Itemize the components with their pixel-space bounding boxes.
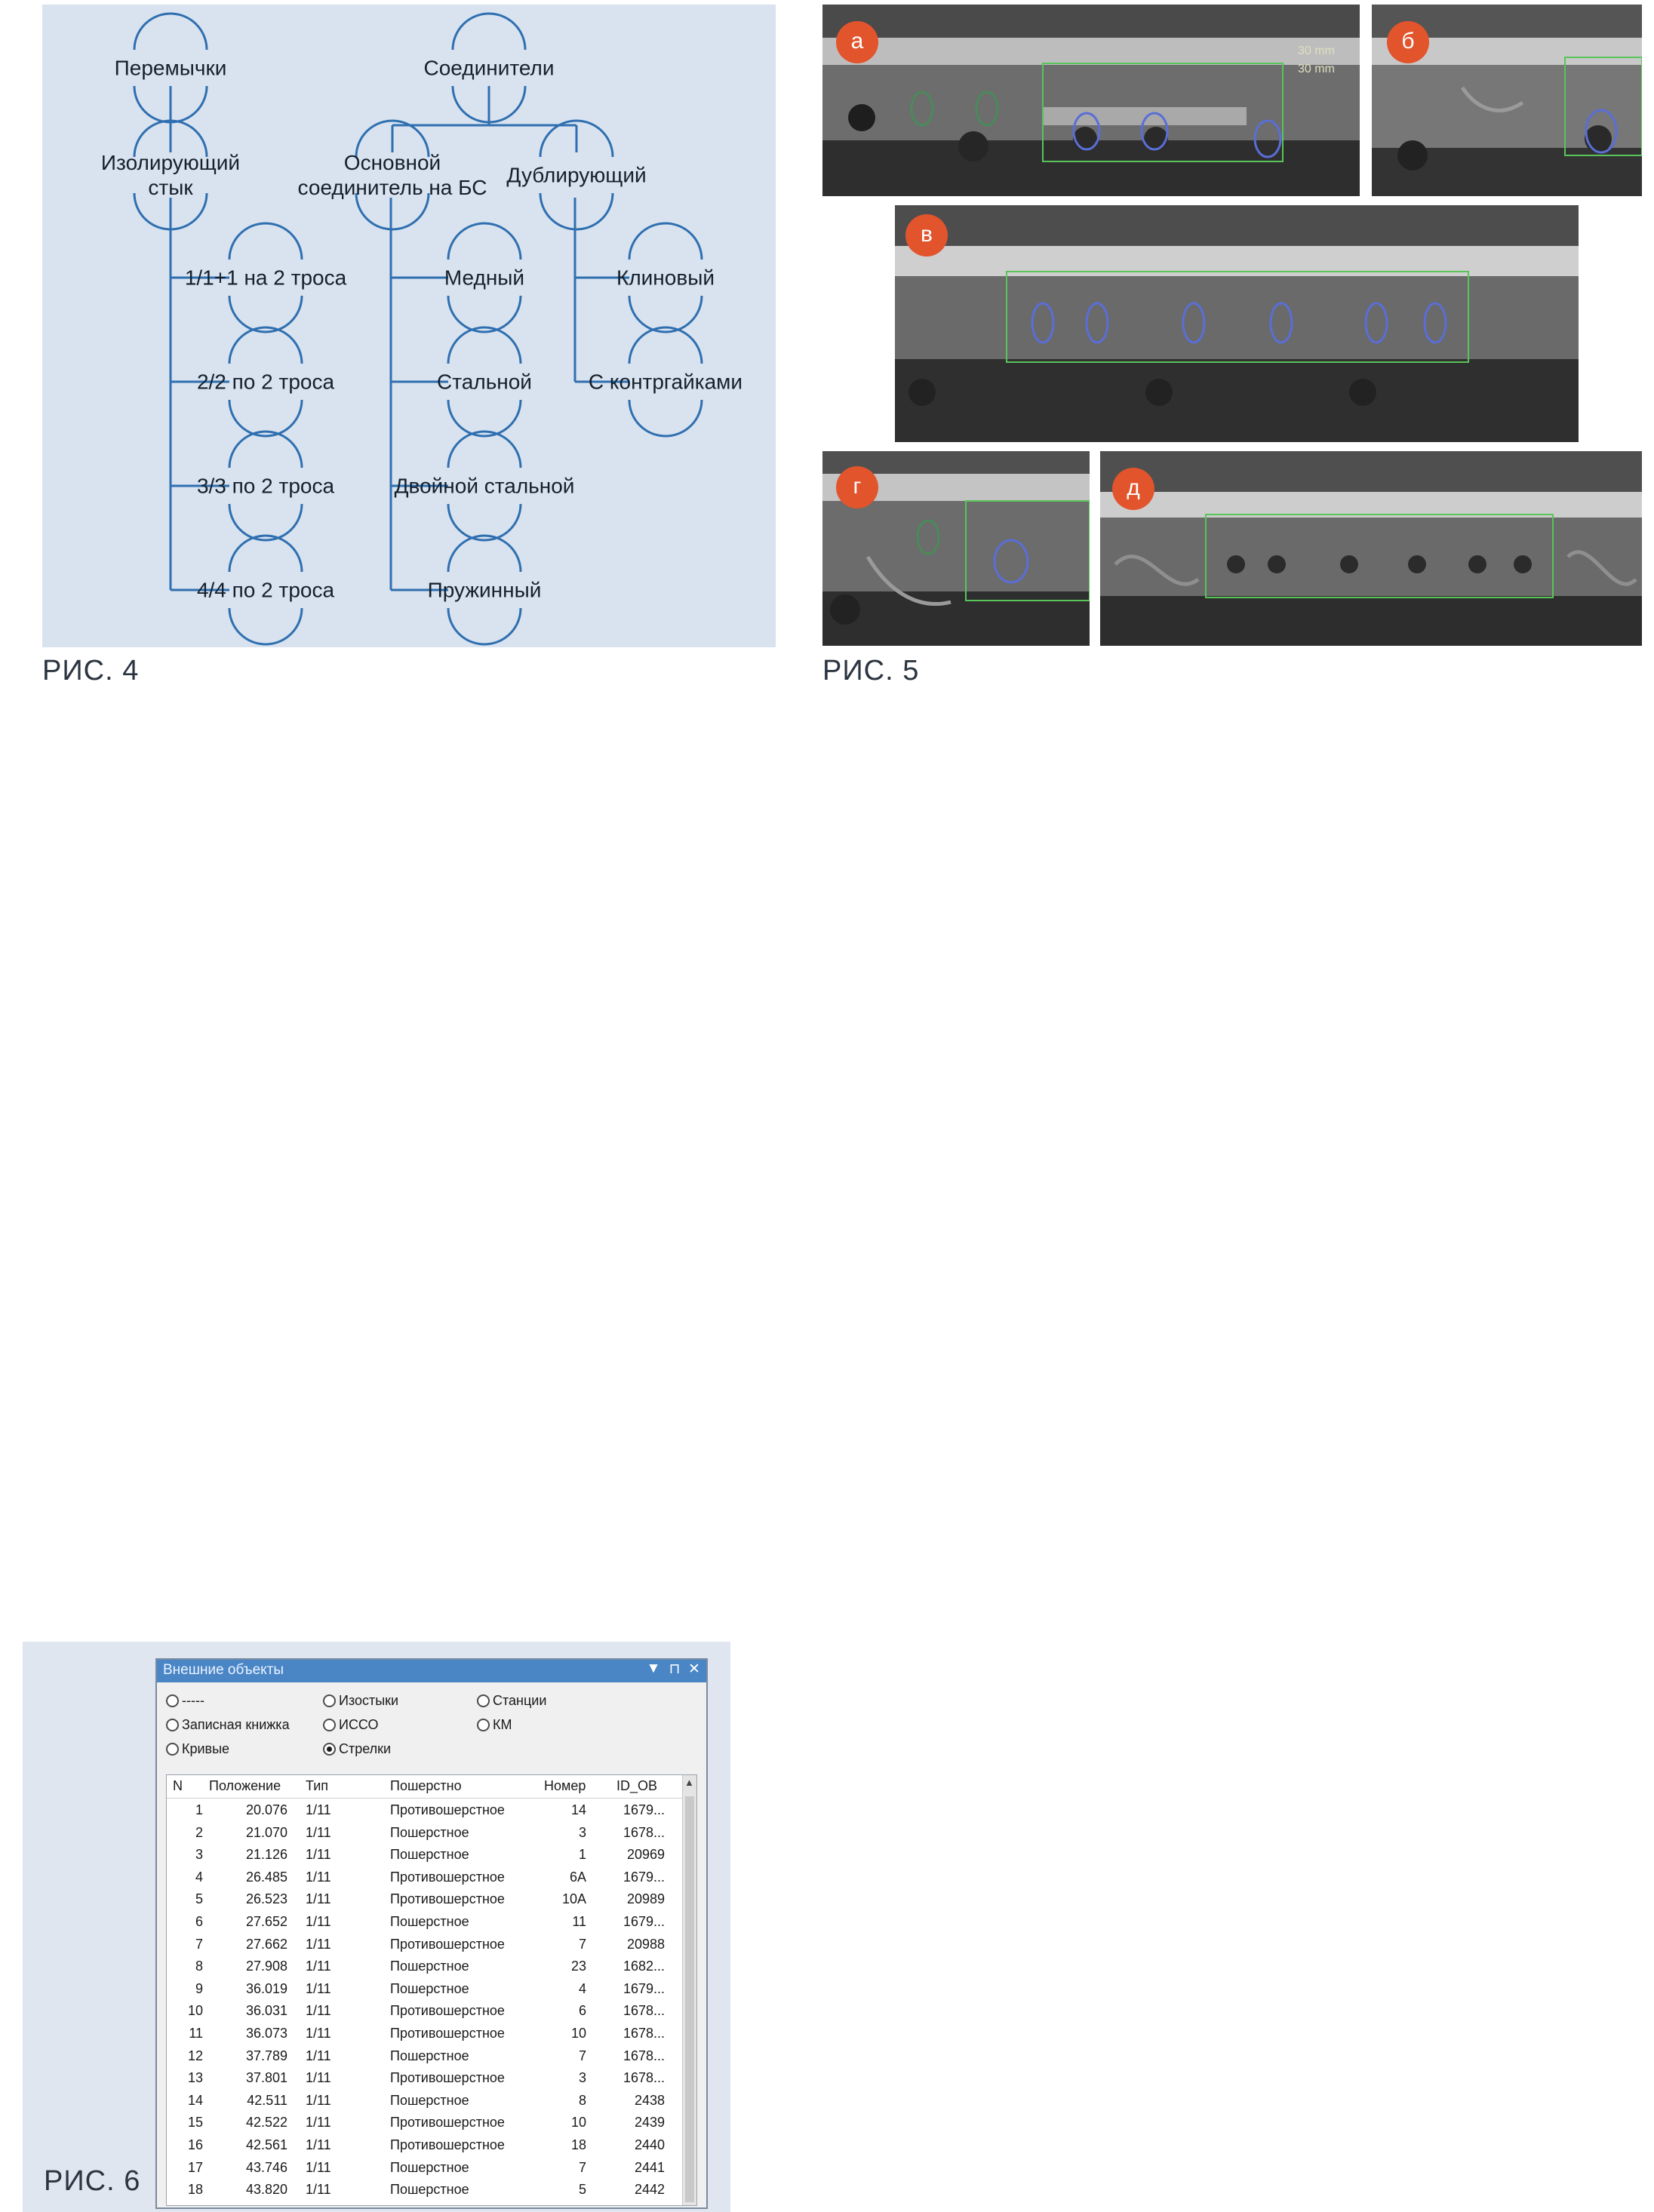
node-bracket [540,193,613,229]
badge-d: д [1112,468,1154,510]
table-cell: 21.126 [245,1847,287,1863]
table-cell: 37.801 [245,2070,287,2086]
radio-label: Записная книжка [182,1717,290,1732]
diagram-leaf-jumper: 1/1+1 на 2 троса [184,266,347,290]
table-cell: 7 [578,2159,586,2175]
table-cell: 1/11 [306,2115,331,2131]
pin-icon[interactable]: ⊓ [669,1661,681,1677]
radio-label: ИССО [339,1717,379,1732]
photo-v [895,205,1579,442]
radio-button-icon[interactable] [166,1694,179,1707]
table-cell: 1678... [623,2003,665,2019]
radio-button-icon[interactable] [477,1719,490,1731]
table-cell: Пошерстное [390,2182,469,2198]
table-cell: 6 [578,2003,586,2019]
table-cell: 1678... [623,2048,665,2063]
objects-table [166,1774,697,2206]
radio-button-icon[interactable] [166,1719,179,1731]
table-cell: 15 [187,2115,203,2131]
node-bracket [448,223,521,260]
table-cell: Пошерстное [390,2092,469,2108]
table-cell: 36.031 [245,2003,287,2019]
diagram-leaf-duplicate-connector: С контргайками [588,370,743,394]
table-row[interactable] [167,2090,683,2112]
badge-g: г [836,466,878,508]
table-cell: Пошерстное [390,1914,469,1929]
table-cell: 16 [187,2137,203,2152]
table-cell: 36.073 [245,2026,287,2041]
table-cell: 20.076 [245,1802,287,1817]
table-cell: 2441 [634,2159,665,2175]
table-cell: 10 [187,2003,203,2019]
radio-label: КМ [493,1717,512,1732]
radio-label: Стрелки [339,1741,392,1756]
table-cell: 1/11 [306,1869,331,1885]
table-cell: 14 [187,2092,203,2108]
table-cell: 42.522 [245,2115,287,2131]
radio-option[interactable] [323,1740,391,1758]
table-cell: 1/11 [306,2137,331,2152]
table-cell: Противошерстное [390,2070,505,2086]
node-bracket [229,608,302,644]
table-cell: 13 [187,2070,203,2086]
radio-label: Станции [493,1693,547,1708]
table-row[interactable] [167,2179,683,2201]
column-header[interactable]: Тип [306,1778,329,1793]
table-cell: Противошерстное [390,2003,505,2019]
table-cell: 1/11 [306,2092,331,2108]
table-cell: 2 [195,1824,203,1840]
table-cell: 21.070 [245,1824,287,1840]
radio-button-icon[interactable] [323,1743,336,1756]
table-cell: 42.511 [247,2092,287,2108]
table-cell: 10 [570,2115,586,2131]
diagram-node-main-connector: Основной соединитель на БС [297,151,487,199]
table-cell: 1679... [623,1914,665,1929]
table-cell: 27.652 [245,1914,287,1929]
table-cell: 14 [570,1802,586,1817]
table-cell: 3 [578,1824,586,1840]
table-cell: 2439 [634,2115,665,2131]
diagram-lines [42,5,776,647]
table-cell: 1678... [623,2026,665,2041]
close-icon[interactable]: ✕ [688,1661,700,1677]
node-bracket [134,14,207,50]
badge-v: в [905,214,948,257]
photo-b [1372,5,1642,196]
radio-option[interactable] [323,1716,379,1734]
radio-option[interactable] [166,1716,290,1734]
table-row[interactable] [167,2134,683,2157]
table-cell: Пошерстное [390,2159,469,2175]
node-bracket [229,223,302,260]
table-cell: Противошерстное [390,1891,505,1907]
diagram-leaf-main-connector: Двойной стальной [394,474,575,498]
table-cell: 5 [195,1891,203,1907]
column-header[interactable]: Пошерстно [390,1778,462,1793]
photo-d-scene [1100,451,1642,646]
table-row[interactable] [167,1911,683,1934]
table-cell: 2442 [634,2182,665,2198]
scroll-up-icon[interactable]: ▲ [684,1777,694,1788]
table-row[interactable] [167,2045,683,2068]
radio-option[interactable] [166,1740,229,1758]
table-row[interactable] [167,1978,683,2001]
table-cell: 20988 [626,1936,665,1952]
diagram-node-duplicate-connector: Дублирующий [506,163,647,187]
table-cell: 20989 [626,1891,665,1907]
badge-b: б [1387,21,1429,63]
diagram-leaf-duplicate-connector: Клиновый [616,266,715,290]
table-cell: 6 [195,1914,203,1929]
table-cell: 43.746 [245,2159,287,2175]
table-cell: 1679... [623,1980,665,1996]
table-cell: 1/11 [306,1959,331,1974]
table-cell: 1 [578,1847,586,1863]
radio-option[interactable] [323,1691,398,1710]
table-cell: 36.019 [245,1980,287,1996]
photo-d [1100,451,1642,646]
table-cell: 9 [195,1980,203,1996]
table-row[interactable] [167,1888,683,1911]
table-cell: 7 [578,2048,586,2063]
column-header[interactable]: Номер [544,1778,586,1793]
table-cell: 1/11 [306,2003,331,2019]
table-cell: 1678... [623,1824,665,1840]
table-row[interactable] [167,2023,683,2045]
table-cell: Противошерстное [390,1802,505,1817]
table-cell: 8 [578,2092,586,2108]
table-header [167,1775,683,1799]
radio-button-icon[interactable] [166,1743,179,1756]
table-cell: 4 [195,1869,203,1885]
photo-a [822,5,1360,196]
table-cell: 7 [578,1936,586,1952]
table-row[interactable] [167,1844,683,1866]
measure-label: 30 mm [1298,63,1335,75]
table-cell: 11 [189,2026,203,2041]
table-cell: 27.908 [245,1959,287,1974]
table-cell: 3 [195,1847,203,1863]
node-bracket [629,400,702,436]
radio-label: ----- [182,1693,204,1708]
table-row[interactable] [167,1955,683,1978]
connector-classification-diagram [42,5,776,647]
table-cell: 23 [570,1959,586,1974]
table-cell: Пошерстное [390,1959,469,1974]
table-cell: 4 [578,1980,586,1996]
table-row[interactable] [167,1799,683,1822]
dropdown-icon[interactable]: ▼ [646,1661,661,1676]
photo-v-scene [895,205,1579,442]
figure-4-caption: РИС. 4 [42,655,140,687]
table-cell: 27.662 [245,1936,287,1952]
table-cell: 11 [572,1914,586,1929]
radio-label: Кривые [182,1741,230,1756]
diagram-leaf-jumper: 2/2 по 2 троса [196,370,335,394]
table-cell: 1/11 [306,1802,331,1817]
table-cell: 7 [195,1936,203,1952]
table-cell: Пошерстное [390,1824,469,1840]
table-row[interactable] [167,2157,683,2180]
radio-button-icon[interactable] [323,1694,336,1707]
table-cell: 43.820 [245,2182,287,2198]
vertical-scrollbar[interactable] [682,1775,696,2205]
table-cell: 26.485 [245,1869,287,1885]
table-cell: 1/11 [306,1914,331,1929]
column-header[interactable]: N [173,1778,183,1793]
table-cell: Противошерстное [390,2137,505,2152]
table-cell: Пошерстное [390,1847,469,1863]
table-cell: 42.561 [245,2137,287,2152]
table-cell: 1678... [623,2070,665,2086]
table-row[interactable] [167,2067,683,2090]
photo-a-scene [822,5,1360,196]
figure-6-caption: РИС. 6 [44,2165,141,2197]
photo-g [822,451,1090,646]
table-cell: 1/11 [306,2159,331,2175]
table-cell: 1/11 [306,1936,331,1952]
window-title-bar[interactable] [157,1660,706,1682]
table-cell: 18 [187,2182,203,2198]
table-cell: Пошерстное [390,2048,469,2063]
table-cell: 5 [578,2182,586,2198]
radio-option[interactable] [477,1716,512,1734]
table-cell: 8 [195,1959,203,1974]
table-row[interactable] [167,2112,683,2134]
table-cell: 1/11 [306,1847,331,1863]
external-objects-window[interactable] [155,1658,708,2209]
table-cell: 1/11 [306,1891,331,1907]
diagram-leaf-jumper: 3/3 по 2 троса [196,474,335,498]
table-cell: 26.523 [245,1891,287,1907]
table-cell: 20969 [626,1847,665,1863]
table-cell: 17 [187,2159,203,2175]
table-cell: 1/11 [306,2048,331,2063]
diagram-node-insulating-joint: Изолирующий стык [100,151,241,199]
measure-label: 30 mm [1298,45,1335,57]
badge-a: а [836,21,878,63]
table-row[interactable] [167,1822,683,1845]
diagram-node-connectors: Соединители [423,56,555,80]
diagram-leaf-main-connector: Медный [444,266,525,290]
table-cell: 3 [578,2070,586,2086]
column-header[interactable]: Положение [209,1778,281,1793]
table-row[interactable] [167,1866,683,1889]
radio-label: Изостыки [339,1693,399,1708]
node-bracket [448,608,521,644]
table-cell: 37.789 [245,2048,287,2063]
table-cell: Пошерстное [390,1980,469,1996]
node-bracket [453,14,525,50]
diagram-leaf-main-connector: Стальной [437,370,532,394]
scrollbar-thumb[interactable] [685,1796,694,2202]
table-cell: 12 [187,2048,203,2063]
node-bracket [629,223,702,260]
table-row[interactable] [167,2000,683,2023]
table-cell: 1/11 [306,1824,331,1840]
radio-button-icon[interactable] [323,1719,336,1731]
column-header[interactable]: ID_OB [616,1778,658,1793]
table-cell: Противошерстное [390,1936,505,1952]
table-cell: Противошерстное [390,2115,505,2131]
figure-5-caption: РИС. 5 [822,655,920,687]
table-cell: 1/11 [306,2182,331,2198]
table-cell: 6А [569,1869,586,1885]
table-cell: 1/11 [306,2070,331,2086]
table-cell: 1679... [623,1869,665,1885]
window-title: Внешние объекты [163,1662,284,1678]
table-cell: 2440 [634,2137,665,2152]
table-cell: 1679... [623,1802,665,1817]
radio-button-icon[interactable] [477,1694,490,1707]
table-cell: 2438 [634,2092,665,2108]
table-cell: 1682... [623,1959,665,1974]
diagram-node-jumpers: Перемычки [114,56,227,80]
diagram-leaf-jumper: 4/4 по 2 троса [196,578,335,602]
table-row[interactable] [167,1934,683,1956]
table-cell: 10 [570,2026,586,2041]
radio-option[interactable] [166,1691,204,1710]
table-cell: 10А [561,1891,586,1907]
table-cell: 18 [570,2137,586,2152]
diagram-leaf-main-connector: Пружинный [427,578,542,602]
table-cell: Противошерстное [390,1869,505,1885]
radio-option[interactable] [477,1691,546,1710]
table-cell: 1/11 [306,2026,331,2041]
table-cell: 1/11 [306,1980,331,1996]
table-cell: Противошерстное [390,2026,505,2041]
table-cell: 1 [195,1802,203,1817]
